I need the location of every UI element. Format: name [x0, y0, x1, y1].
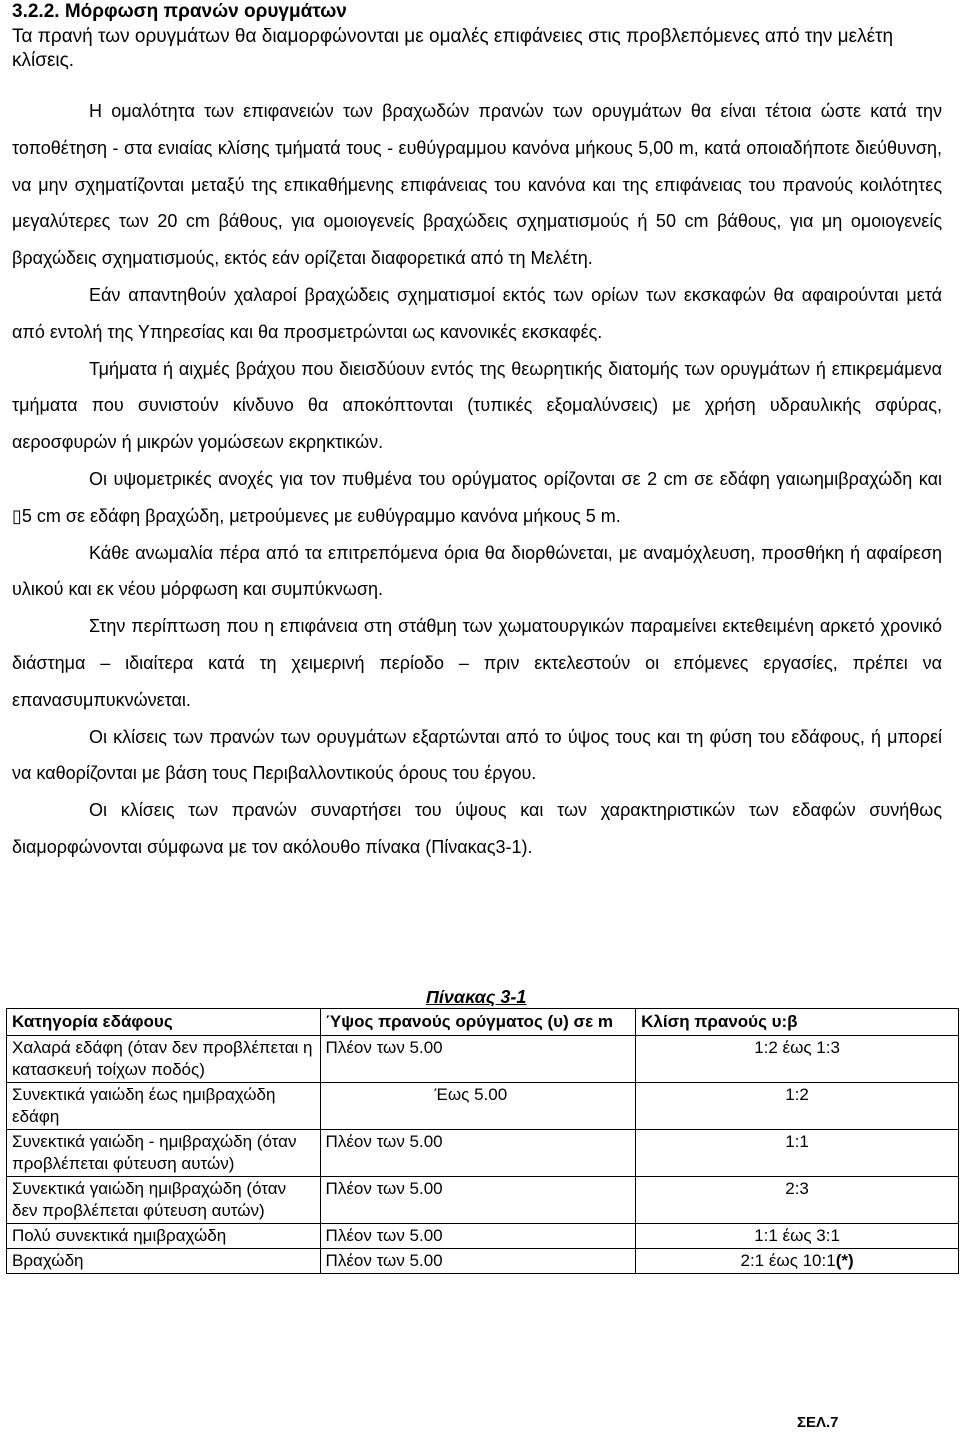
cell-slope-height: Έως 5.00: [320, 1083, 636, 1130]
table-title: Πίνακας 3-1: [426, 987, 527, 1007]
table-row: [7, 1036, 959, 1083]
cell-soil-category: Συνεκτικά γαιώδη ημιβραχώδη (όταν δεν προβλέπεται φύτευση αυτών): [7, 1177, 321, 1224]
table-header-row: [7, 1009, 959, 1036]
cell-slope-ratio: 1:2: [636, 1083, 959, 1130]
table-row: [7, 1083, 959, 1130]
paragraph-loose-formations: Εάν απαντηθούν χαλαροί βραχώδεις σχηματισμοί εκτός των ορίων των εκσκαφών θα αφαιρούνται μετά από εντολή της Υπηρεσίας και θα προσμετρώνται ως κανονικές εκσκαφές.: [12, 284, 942, 342]
cell-slope-ratio: 1:1 έως 3:1: [636, 1224, 959, 1249]
paragraph-slope-dependence: Οι κλίσεις των πρανών των ορυγμάτων εξαρτώνται από το ύψος τους και τη φύση του εδάφους, ή μπορεί να καθορίζονται με βάση τους Περιβαλλοντικούς όρους του έργου.: [12, 726, 942, 784]
slope-table: [6, 1008, 959, 1274]
cell-soil-category: Συνεκτικά γαιώδη - ημιβραχώδη (όταν προβλέπεται φύτευση αυτών): [7, 1130, 321, 1177]
paragraph-rock-protrusions: Τμήματα ή αιχμές βράχου που διεισδύουν εντός της θεωρητικής διατομής των ορυγμάτων ή επικρεμάμενα τμήματα που συνιστούν κίνδυνο θα αποκόπτονται (τυπικές εξομαλύνσεις) με χρήση υδραυλικής σφύρας, αεροσφυρών ή μικρών γομώσεων εκρηκτικών.: [12, 358, 942, 453]
cell-soil-category: Χαλαρά εδάφη (όταν δεν προβλέπεται η κατασκευή τοίχων ποδός): [7, 1036, 321, 1083]
body-text: [12, 93, 942, 866]
table-row: [7, 1249, 959, 1274]
paragraph-tolerances: Οι υψομετρικές ανοχές για τον πυθμένα του ορύγματος ορίζονται σε 2 cm σε εδάφη γαιωημιβραχώδη και ▯5 cm σε εδάφη βραχώδη, μετρούμενες με ευθύγραμμο κανόνα μήκους 5 m.: [12, 468, 942, 526]
table-row: [7, 1224, 959, 1249]
table-row: [7, 1177, 959, 1224]
cell-slope-ratio: 2:3: [636, 1177, 959, 1224]
cell-slope-height: Πλέον των 5.00: [320, 1130, 636, 1177]
table-row: [7, 1130, 959, 1177]
paragraph-exposed-surface: Στην περίπτωση που η επιφάνεια στη στάθμη των χωματουργικών παραμείνει εκτεθειμένη αρκετό χρονικό διάστημα – ιδιαίτερα κατά τη χειμερινή περίοδο – πριν εκτελεστούν οι επόμενες εργασίες, πρέπει να επανασυμπυκνώνεται.: [12, 616, 942, 710]
header-slope-ratio: Κλίση πρανούς υ:β: [636, 1009, 959, 1036]
cell-slope-height: Πλέον των 5.00: [320, 1177, 636, 1224]
header-soil-category: Κατηγορία εδάφους: [7, 1009, 321, 1036]
page-number: ΣΕΛ.7: [797, 1414, 839, 1431]
cell-soil-category: Βραχώδη: [7, 1249, 321, 1274]
cell-soil-category: Πολύ συνεκτικά ημιβραχώδη: [7, 1224, 321, 1249]
cell-slope-ratio: 1:2 έως 1:3: [636, 1036, 959, 1083]
cell-slope-height: Πλέον των 5.00: [320, 1036, 636, 1083]
paragraph-table-reference: Οι κλίσεις των πρανών συναρτήσει του ύψους και των χαρακτηριστικών των εδαφών συνήθως διαμορφώνονται σύμφωνα με τον ακόλουθο πίνακα (Πίνακας3-1).: [12, 800, 942, 857]
cell-slope-height: Πλέον των 5.00: [320, 1224, 636, 1249]
slope-ratio-value: 2:1 έως 10:1: [740, 1251, 836, 1270]
paragraph-smoothness: Η ομαλότητα των επιφανειών των βραχωδών πρανών των ορυγμάτων θα είναι τέτοια ώστε κατά την τοποθέτηση - στα ενιαίας κλίσης τμήματά τους - ευθύγραμμου κανόνα μήκους 5,00 m, κατά οποιαδήποτε διεύθυνση, να μην σχηματίζονται μεταξύ της επικαθήμενης επιφάνειας του κανόνα και της επιφάνειας του πρανούς κοιλότητες μεγαλύτερες των 20 cm βάθους, για ομοιογενείς βραχώδεις σχηματισμούς ή 50 cm βάθους, για μη ομοιογενείς βραχώδεις σχηματισμούς, εκτός εάν ορίζεται διαφορετικά από τη Μελέτη.: [12, 101, 942, 269]
footnote-marker: (*): [835, 1251, 854, 1270]
header-slope-height: Ύψος πρανούς ορύγματος (υ) σε m: [320, 1009, 636, 1036]
paragraph-irregularities: Κάθε ανωμαλία πέρα από τα επιτρεπόμενα όρια θα διορθώνεται, με αναμόχλευση, προσθήκη ή αφαίρεση υλικού και εκ νέου μόρφωση και συμπύκνωση.: [12, 542, 942, 600]
cell-slope-height: Πλέον των 5.00: [320, 1249, 636, 1274]
section-heading: 3.2.2. Μόρφωση πρανών ορυγμάτων: [12, 1, 347, 22]
section-intro: Τα πρανή των ορυγμάτων θα διαμορφώνονται με ομαλές επιφάνειες στις προβλεπόμενες από την μελέτη κλίσεις.: [12, 26, 894, 71]
cell-slope-ratio: 1:1: [636, 1130, 959, 1177]
cell-slope-ratio: [636, 1249, 959, 1274]
cell-soil-category: Συνεκτικά γαιώδη έως ημιβραχώδη εδάφη: [7, 1083, 321, 1130]
